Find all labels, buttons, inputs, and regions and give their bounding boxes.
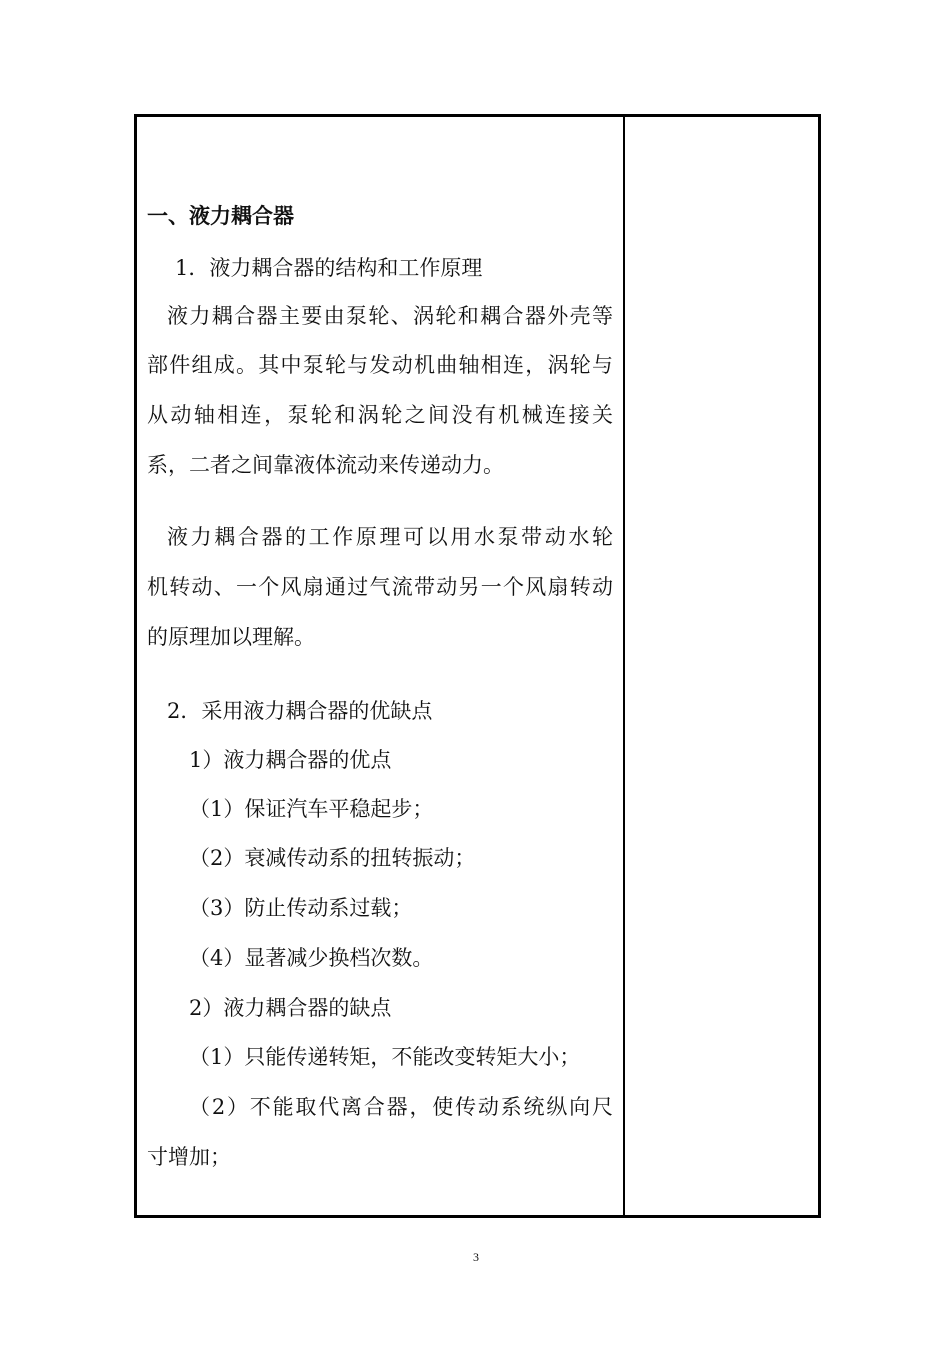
list-item-continuation: 寸增加；	[147, 1145, 231, 1169]
paragraph-line: 机转动、一个风扇通过气流带动另一个风扇转动	[147, 575, 613, 599]
content-table	[134, 114, 821, 1218]
paragraph-line: 的原理加以理解。	[147, 625, 315, 649]
list-item: （3）防止传动系过载；	[189, 896, 413, 920]
paragraph-line: 部件组成。其中泵轮与发动机曲轴相连，涡轮与	[147, 353, 613, 377]
paragraph-line: 从动轴相连，泵轮和涡轮之间没有机械连接关	[147, 403, 613, 427]
notes-cell	[625, 117, 818, 1215]
page-number: 3	[473, 1250, 479, 1264]
list-item: （4）显著减少换档次数。	[189, 946, 434, 970]
list-item: （2）不能取代离合器，使传动系统纵向尺	[189, 1095, 613, 1119]
paragraph-line: 液力耦合器主要由泵轮、涡轮和耦合器外壳等	[167, 304, 613, 328]
advantages-title: 1）液力耦合器的优点	[189, 748, 392, 772]
section-heading: 一、液力耦合器	[147, 204, 294, 228]
list-item: （1）保证汽车平稳起步；	[189, 797, 434, 821]
paragraph-line: 液力耦合器的工作原理可以用水泵带动水轮	[167, 525, 613, 549]
disadvantages-title: 2）液力耦合器的缺点	[189, 996, 392, 1020]
subsection-title-1: 1．液力耦合器的结构和工作原理	[175, 256, 483, 280]
paragraph-line: 系，二者之间靠液体流动来传递动力。	[147, 453, 504, 477]
subsection-title-2: 2．采用液力耦合器的优缺点	[167, 699, 433, 723]
list-item: （2）衰减传动系的扭转振动；	[189, 846, 476, 870]
main-content-cell	[137, 117, 623, 1215]
list-item: （1）只能传递转矩，不能改变转矩大小；	[189, 1045, 581, 1069]
